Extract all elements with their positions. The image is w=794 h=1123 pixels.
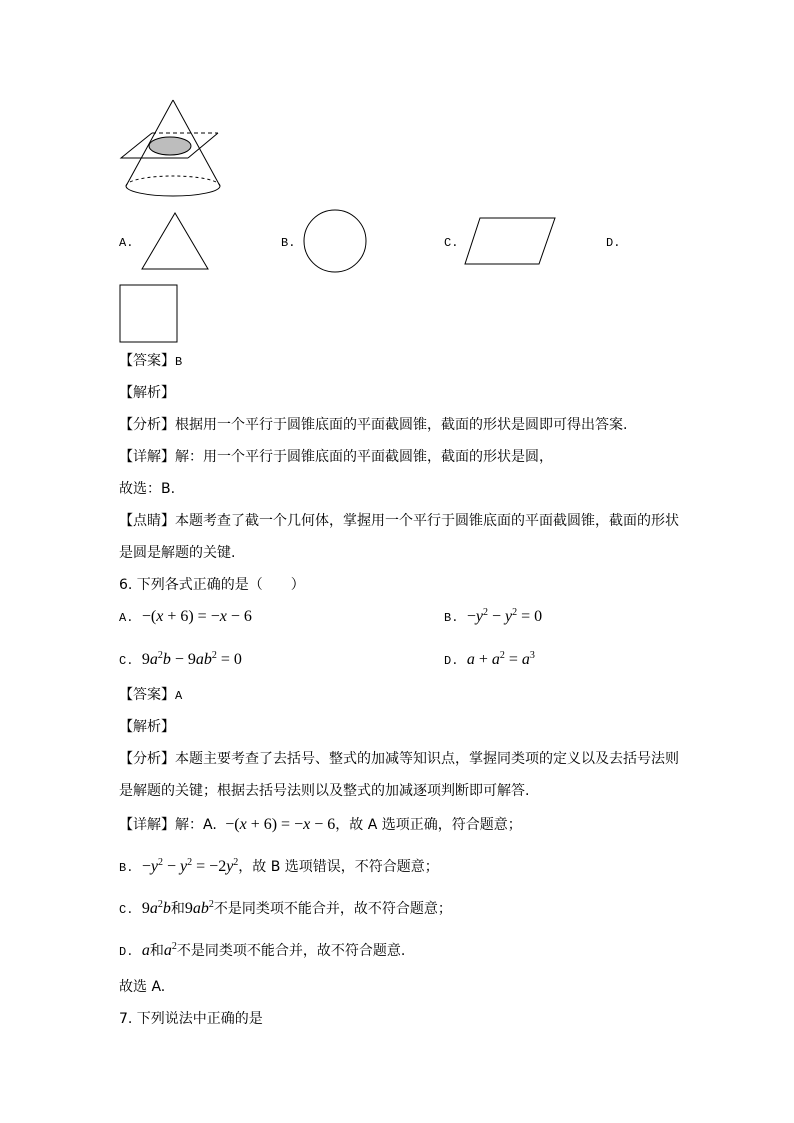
option-expr: $-y^2 - y^2 = 0$ — [462, 607, 543, 625]
q6-fenxi-cont: 是解题的关键；根据去括号法则以及整式的加减逐项判断即可解答. — [119, 783, 530, 799]
option-expr: −(x + 6) = −x − 6 — [137, 608, 252, 625]
dianjing-tag: 【点睛】 — [119, 513, 175, 529]
answer-value: A — [175, 689, 183, 703]
option-label: D. — [444, 654, 459, 668]
q5-analysis-heading: 【解析】 — [119, 385, 175, 401]
option-label: A. — [119, 611, 134, 625]
q7-stem: 7. 下列说法中正确的是 — [119, 1011, 263, 1027]
q6-option-d — [444, 651, 535, 670]
xiangjie-text: ，故 B 选项错误，不符合题意； — [238, 859, 439, 875]
connector: 和 — [170, 901, 185, 917]
fenxi-text: 本题主要考查了去括号、整式的加减等知识点，掌握同类项的定义以及去括号法则 — [175, 751, 679, 767]
q5-option-b-label: B. — [281, 236, 296, 250]
answer-tag: 【答案】 — [119, 687, 175, 703]
fenxi-text: 根据用一个平行于圆锥底面的平面截圆锥，截面的形状是圆即可得出答案. — [175, 417, 628, 433]
option-expr: $a + a^2 = a^3$ — [466, 650, 535, 668]
xiangjie-expr: −(x + 6) = −x − 6 — [221, 816, 336, 833]
parallelogram-shape — [464, 216, 558, 266]
dianjing-text: 本题考查了截一个几何体，掌握用一个平行于圆锥底面的平面截圆锥，截面的形状 — [175, 513, 679, 529]
square-shape — [119, 284, 179, 344]
answer-value: B — [175, 355, 183, 369]
q6-xiangjie-b — [119, 858, 439, 877]
q5-option-d-label: D. — [606, 236, 621, 250]
term-2: $a^2$ — [163, 941, 177, 959]
q5-xiangjie — [119, 448, 553, 466]
q6-answer — [119, 686, 182, 705]
q6-stem: 6. 下列各式正确的是（ ） — [119, 577, 305, 593]
q6-xiangjie-c — [119, 900, 452, 919]
triangle-shape — [140, 212, 210, 272]
xiangjie-text: ，故 A 选项正确，符合题意； — [335, 817, 522, 833]
fenxi-tag: 【分析】 — [119, 417, 175, 433]
option-label: B. — [119, 861, 134, 875]
option-label: B. — [444, 611, 459, 625]
q5-dianjing-cont: 是圆是解题的关键. — [119, 545, 236, 561]
xiangjie-tag: 【详解】 — [119, 817, 175, 833]
q6-xiangjie-a — [119, 816, 522, 834]
q5-choose: 故选：B. — [119, 481, 176, 497]
connector: 和 — [149, 943, 164, 959]
q6-analysis-heading: 【解析】 — [119, 719, 175, 735]
option-label: C. — [119, 654, 134, 668]
q6-fenxi — [119, 750, 679, 768]
q6-option-b — [444, 608, 542, 627]
q6-option-c — [119, 651, 242, 670]
q5-fenxi — [119, 416, 627, 434]
q6-xiangjie-d — [119, 942, 405, 961]
cone-section-figure — [118, 96, 228, 200]
q5-dianjing — [119, 512, 679, 530]
term-1: a — [141, 942, 150, 959]
q5-option-c-label: C. — [444, 236, 459, 250]
xiangjie-expr: $-y^2 - y^2 = -2y^2$ — [137, 857, 239, 875]
fenxi-tag: 【分析】 — [119, 751, 175, 767]
xiangjie-prefix: 解：A. — [175, 817, 217, 833]
option-label: D. — [119, 945, 134, 959]
q5-answer — [119, 352, 182, 371]
q6-choose: 故选 A. — [119, 979, 166, 995]
xiangjie-text: 解：用一个平行于圆锥底面的平面截圆锥，截面的形状是圆， — [175, 449, 553, 465]
option-label: C. — [119, 903, 134, 917]
xiangjie-text: 不是同类项不能合并，故不符合题意； — [213, 901, 452, 917]
xiangjie-text: 不是同类项不能合并，故不符合题意. — [176, 943, 406, 959]
circle-shape — [302, 208, 368, 274]
q5-option-a-label: A. — [119, 236, 134, 250]
option-expr: $9a^2b - 9ab^2 = 0$ — [137, 650, 242, 668]
xiangjie-tag: 【详解】 — [119, 449, 175, 465]
term-1: $9a^2b$ — [137, 899, 171, 917]
answer-tag: 【答案】 — [119, 353, 175, 369]
q6-option-a — [119, 608, 252, 627]
term-2: $9ab^2$ — [184, 899, 214, 917]
